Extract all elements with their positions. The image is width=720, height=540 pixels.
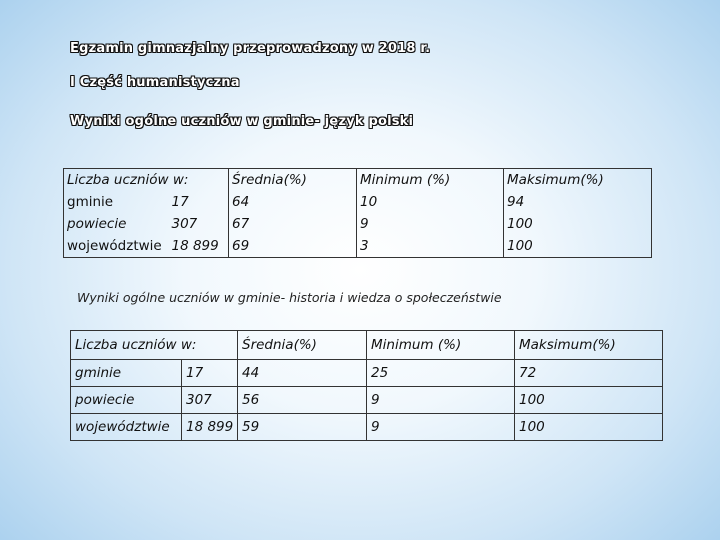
- maximum-cell: 94: [504, 191, 652, 213]
- header-minimum: Minimum (%): [357, 169, 504, 192]
- table-header-row: [71, 331, 663, 360]
- average-cell: 69: [229, 235, 357, 258]
- header-students: Liczba uczniów w:: [64, 169, 229, 192]
- table-header-row: [64, 169, 652, 192]
- count-cell: 17: [182, 360, 238, 387]
- minimum-cell: 25: [367, 360, 515, 387]
- header-maximum: Maksimum(%): [504, 169, 652, 192]
- header-minimum: Minimum (%): [367, 331, 515, 360]
- table-row: [71, 360, 663, 387]
- table2-caption: Wyniki ogólne uczniów w gminie- historia i wiedza o społeczeństwie: [77, 290, 502, 305]
- count-cell: 18 899: [169, 235, 229, 258]
- table-row: [71, 414, 663, 441]
- header-average: Średnia(%): [229, 169, 357, 192]
- count-cell: 307: [169, 213, 229, 235]
- table-row: [64, 235, 652, 258]
- table1-caption: Wyniki ogólne uczniów w gminie- język polski: [70, 114, 414, 129]
- minimum-cell: 9: [357, 213, 504, 235]
- header-maximum: Maksimum(%): [515, 331, 663, 360]
- section-title: I Część humanistyczna: [70, 75, 240, 90]
- average-cell: 44: [238, 360, 367, 387]
- maximum-cell: 100: [504, 235, 652, 258]
- header-students: Liczba uczniów w:: [71, 331, 238, 360]
- average-cell: 64: [229, 191, 357, 213]
- history-results-table: [70, 330, 663, 441]
- table-row: [64, 191, 652, 213]
- maximum-cell: 72: [515, 360, 663, 387]
- place-cell: województwie: [71, 414, 182, 441]
- count-cell: 17: [169, 191, 229, 213]
- average-cell: 56: [238, 387, 367, 414]
- place-cell: województwie: [64, 235, 169, 258]
- exam-title: Egzamin gimnazjalny przeprowadzony w 2018 r.: [70, 41, 431, 56]
- place-cell: powiecie: [64, 213, 169, 235]
- minimum-cell: 3: [357, 235, 504, 258]
- average-cell: 59: [238, 414, 367, 441]
- table-row: [64, 213, 652, 235]
- maximum-cell: 100: [515, 414, 663, 441]
- count-cell: 18 899: [182, 414, 238, 441]
- minimum-cell: 9: [367, 414, 515, 441]
- maximum-cell: 100: [515, 387, 663, 414]
- polish-results-table: [63, 168, 652, 258]
- count-cell: 307: [182, 387, 238, 414]
- place-cell: powiecie: [71, 387, 182, 414]
- header-average: Średnia(%): [238, 331, 367, 360]
- minimum-cell: 10: [357, 191, 504, 213]
- table-row: [71, 387, 663, 414]
- average-cell: 67: [229, 213, 357, 235]
- place-cell: gminie: [71, 360, 182, 387]
- maximum-cell: 100: [504, 213, 652, 235]
- minimum-cell: 9: [367, 387, 515, 414]
- place-cell: gminie: [64, 191, 169, 213]
